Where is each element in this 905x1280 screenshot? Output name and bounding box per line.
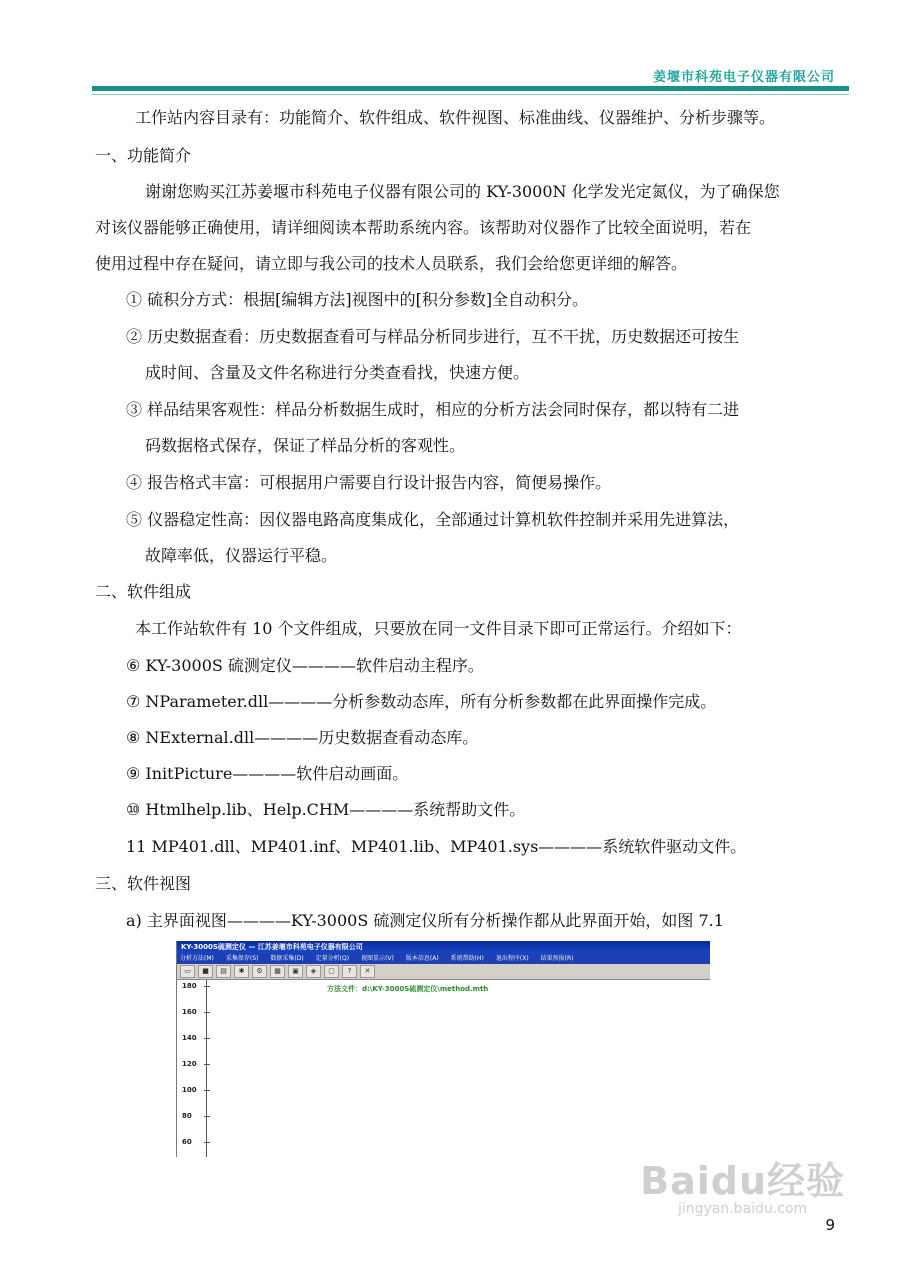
save-icon: ■ <box>198 965 213 978</box>
y-tick-label: 80 <box>182 1112 192 1120</box>
screenshot-toolbar <box>177 964 710 980</box>
file-item-10: ⑩ Htmlhelp.lib、Help.CHM————系统帮助文件。 <box>126 800 526 819</box>
y-tick-mark <box>204 1012 210 1013</box>
y-tick-label: 140 <box>182 1034 197 1042</box>
y-tick-mark <box>204 1142 210 1143</box>
y-tick-label: 100 <box>182 1086 197 1094</box>
y-tick-mark <box>204 1038 210 1039</box>
header-rule <box>92 86 849 91</box>
file-item-6: ⑥ KY-3000S 硫测定仪————软件启动主程序。 <box>126 656 484 675</box>
y-tick-label: 160 <box>182 1008 197 1016</box>
feature-item-5a: ⑤ 仪器稳定性高：因仪器电路高度集成化，全部通过计算机软件控制并采用先进算法， <box>126 510 740 529</box>
file-item-8: ⑧ NExternal.dll————历史数据查看动态库。 <box>126 728 479 747</box>
file-item-7: ⑦ NParameter.dll————分析参数动态库，所有分析参数都在此界面操作完成。 <box>126 692 717 711</box>
feature-item-3b: 码数据格式保存，保证了样品分析的客观性。 <box>145 436 466 455</box>
menu-item: 系统帮助(H) <box>450 955 484 962</box>
feature-item-2b: 成时间、含量及文件名称进行分类查看找，快速方便。 <box>145 363 530 382</box>
exit-icon: ✕ <box>360 965 375 978</box>
menu-item: 视图显示(V) <box>361 955 394 962</box>
feature-item-3a: ③ 样品结果客观性：样品分析数据生成时，相应的分析方法会同时保存，都以特有二进 <box>126 400 740 419</box>
y-tick-mark <box>204 1116 210 1117</box>
chart-icon: ◈ <box>306 965 321 978</box>
header-rule-thin <box>92 94 849 95</box>
section1-p3: 使用过程中存在疑问，请立即与我公司的技术人员联系，我们会给您更详细的解答。 <box>95 254 688 273</box>
data-icon: ▤ <box>216 965 231 978</box>
menu-item: 版本信息(A) <box>405 955 439 962</box>
monitor-icon: ▣ <box>288 965 303 978</box>
section3-title: 三、软件视图 <box>95 874 192 893</box>
y-tick-label: 180 <box>182 982 197 990</box>
y-tick-mark <box>204 1090 210 1091</box>
y-tick-label: 60 <box>182 1138 192 1146</box>
intro-text: 工作站内容目录有：功能简介、软件组成、软件视图、标准曲线、仪器维护、分析步骤等。 <box>135 108 776 127</box>
company-name: 姜堰市科苑电子仪器有限公司 <box>652 70 835 85</box>
menu-item: 退出程序(X) <box>495 955 529 962</box>
y-tick-mark <box>204 986 210 987</box>
menu-item: 结果预报(R) <box>540 955 574 962</box>
section2-title: 二、软件组成 <box>95 582 192 601</box>
method-file-label: 方法文件：d:\KY-3000S硫测定仪\method.mth <box>327 985 489 993</box>
feature-item-1: ① 硫积分方式：根据[编辑方法]视图中的[积分参数]全自动积分。 <box>126 290 589 309</box>
settings-icon: ✱ <box>234 965 249 978</box>
section1-p1: 谢谢您购买江苏姜堰市科苑电子仪器有限公司的 KY-3000N 化学发光定氮仪，为了确保您 <box>145 182 780 201</box>
screenshot-titlebar: KY-3000S硫测定仪 — 江苏姜堰市科苑电子仪器有限公司 <box>177 941 710 953</box>
menu-item: 数据采集(D) <box>270 955 304 962</box>
calculator-icon: ▦ <box>270 965 285 978</box>
software-screenshot <box>176 941 710 1157</box>
section1-title: 一、功能简介 <box>95 146 192 165</box>
menu-item: 采集保存(S) <box>225 955 259 962</box>
baidu-watermark <box>640 1150 845 1217</box>
watermark-brand: Baidu经验 <box>640 1159 845 1203</box>
menu-item: 分析方法(M) <box>180 955 214 962</box>
open-folder-icon: ▭ <box>180 965 195 978</box>
screenshot-menubar <box>177 953 710 964</box>
view-item-a: a) 主界面视图————KY-3000S 硫测定仪所有分析操作都从此界面开始，如图 7.1 <box>126 911 724 930</box>
help-icon: ? <box>342 965 357 978</box>
y-tick-label: 120 <box>182 1060 197 1068</box>
feature-item-2a: ② 历史数据查看：历史数据查看可与样品分析同步进行，互不干扰，历史数据还可按生 <box>126 327 740 346</box>
file-item-9: ⑨ InitPicture————软件启动画面。 <box>126 764 409 783</box>
feature-item-5b: 故障率低，仪器运行平稳。 <box>145 546 338 565</box>
feature-item-4: ④ 报告格式丰富：可根据用户需要自行设计报告内容，简便易操作。 <box>126 473 612 492</box>
menu-item: 定量分析(Q) <box>315 955 350 962</box>
y-axis <box>206 980 207 1157</box>
gear-icon: ⚙ <box>252 965 267 978</box>
screenshot-plot-area <box>177 980 710 1157</box>
page-number: 9 <box>825 1216 835 1234</box>
y-tick-mark <box>204 1064 210 1065</box>
section2-intro: 本工作站软件有 10 个文件组成，只要放在同一文件目录下即可正常运行。介绍如下： <box>135 619 742 638</box>
report-icon: ▢ <box>324 965 339 978</box>
file-item-11: 11 MP401.dll、MP401.inf、MP401.lib、MP401.sys————系统软件驱动文件。 <box>126 837 747 856</box>
watermark-url: jingyan.baidu.com <box>677 1201 808 1217</box>
section1-p2: 对该仪器能够正确使用，请详细阅读本帮助系统内容。该帮助对仪器作了比较全面说明，若在 <box>95 218 752 237</box>
